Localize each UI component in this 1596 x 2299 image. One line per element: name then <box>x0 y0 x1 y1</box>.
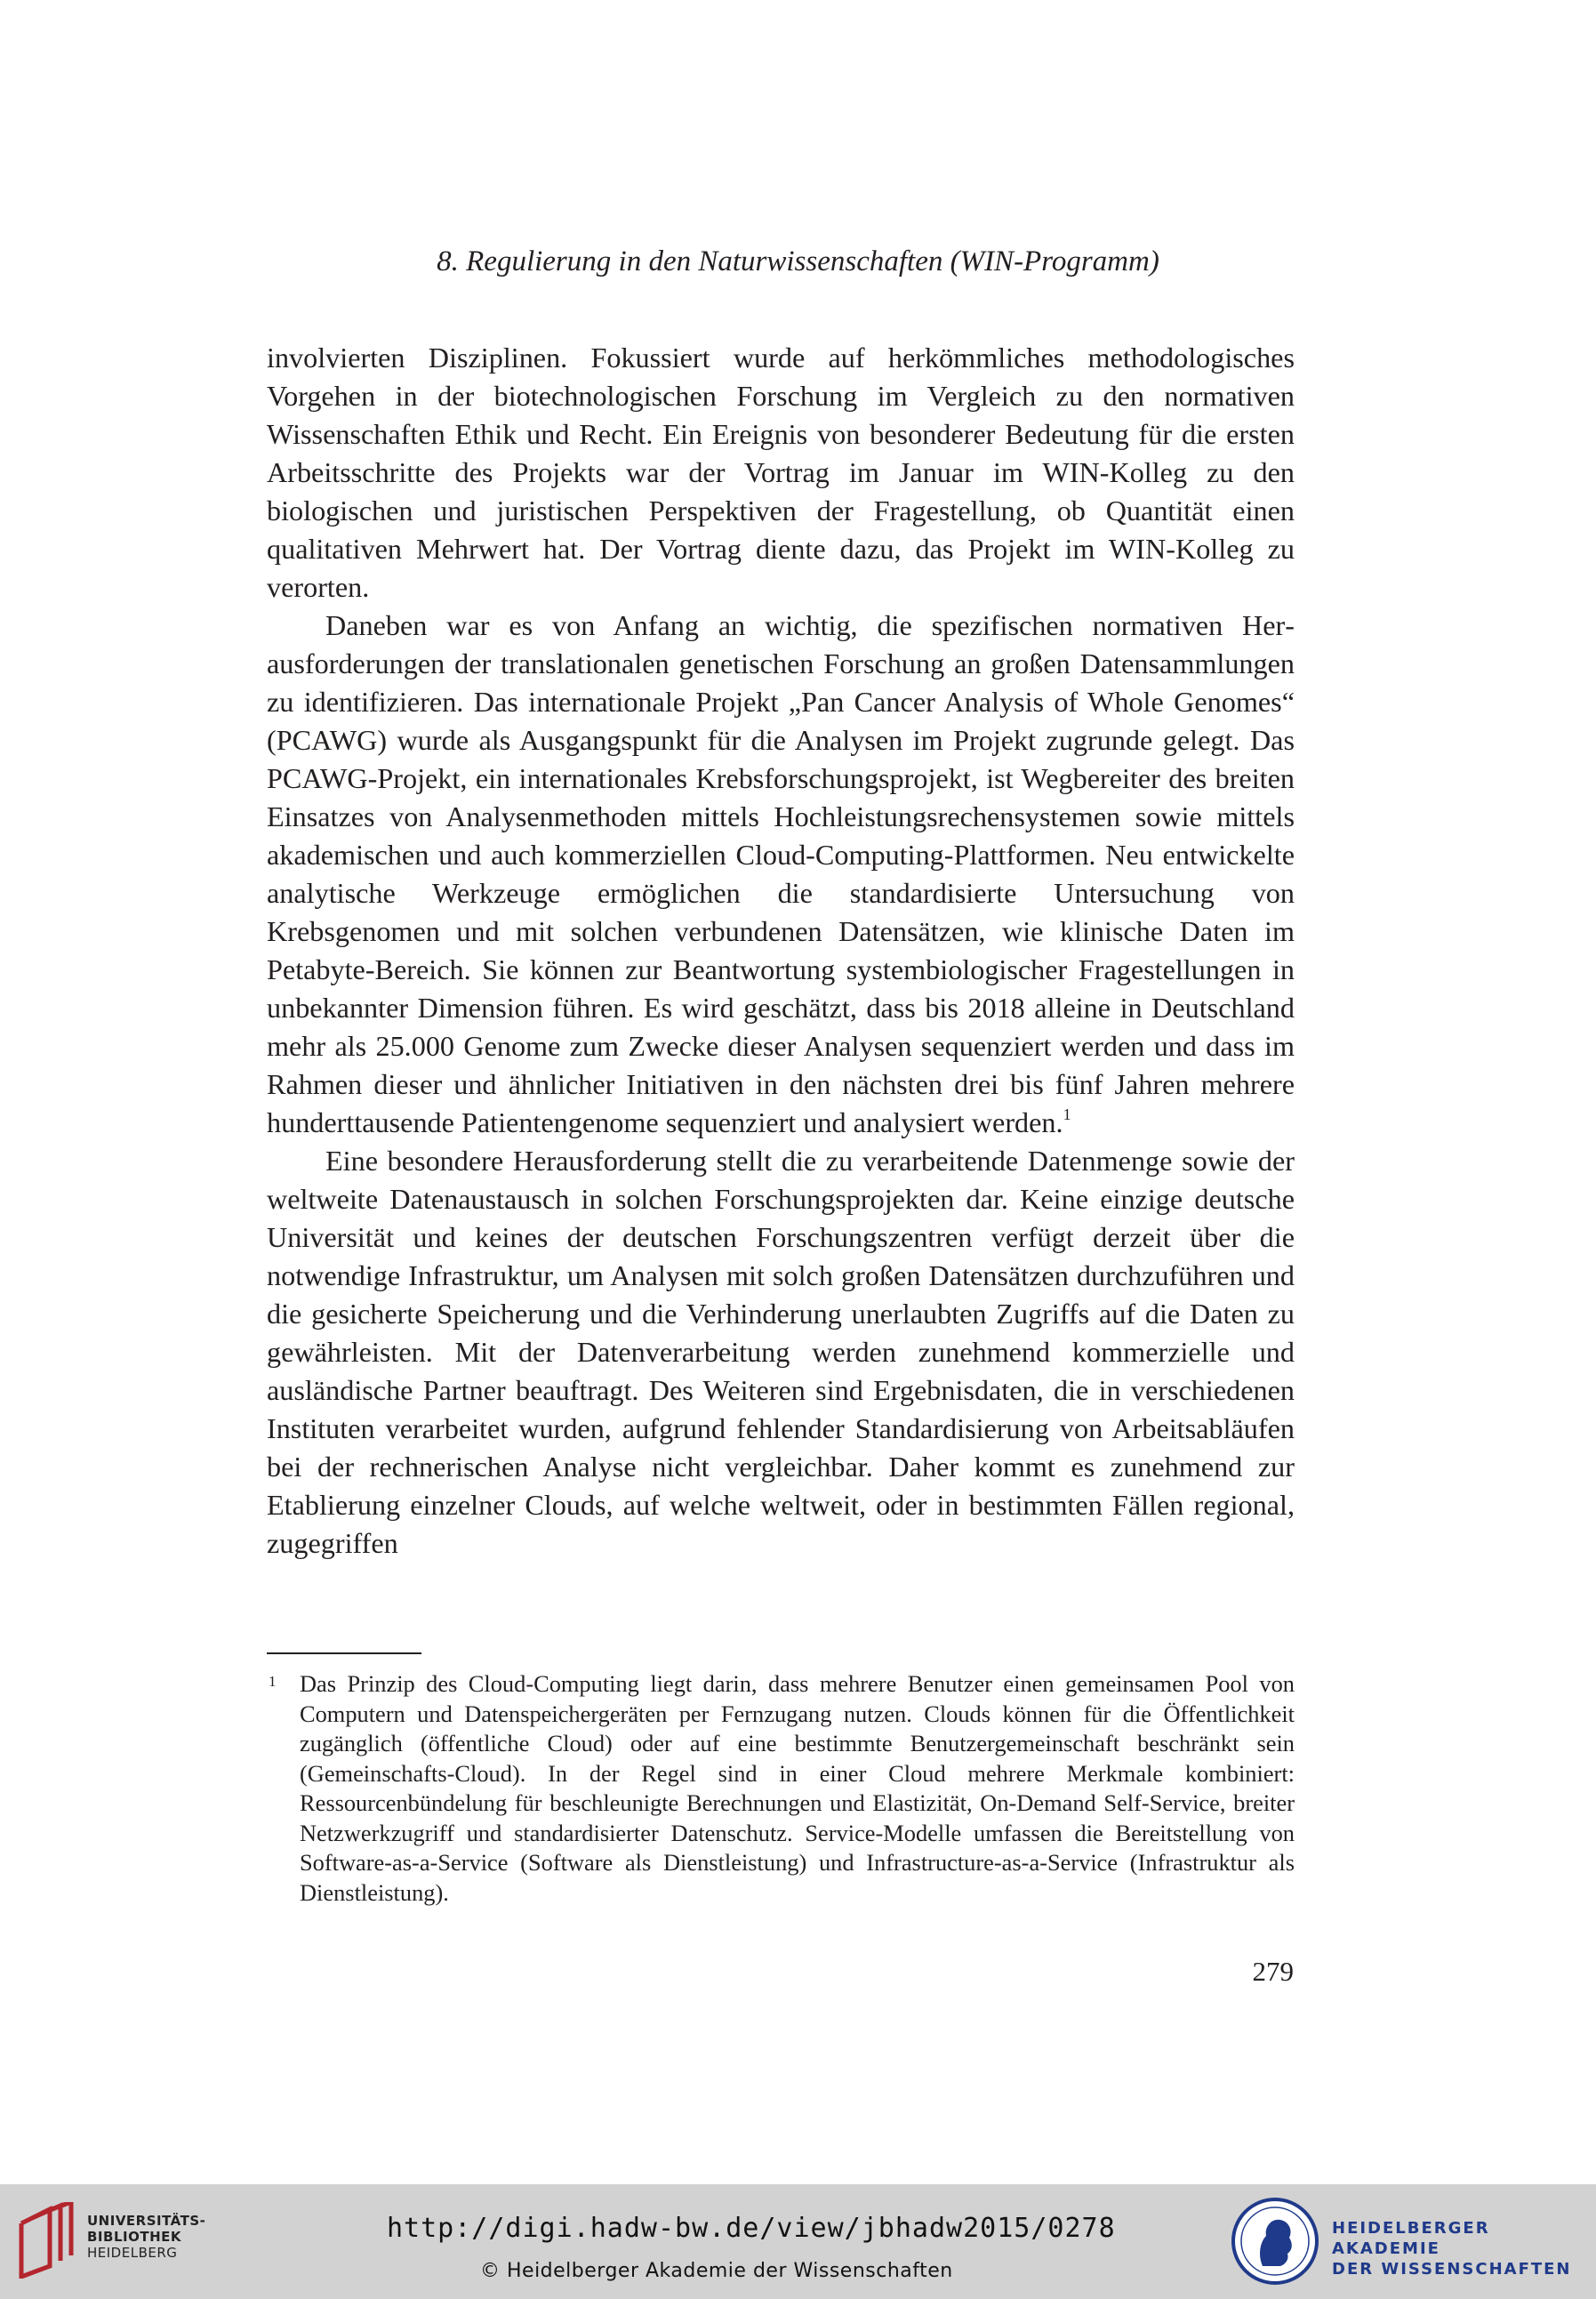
footnote-text: Das Prinzip des Cloud-Computing liegt darin, dass mehrere Benutzer einen gemeinsamen Pool von Computern und Datenspeichergeräten per Fernzugang nutzen. Clouds können für die Öffentlichkeit zugänglich (öffentliche Cloud) oder auf eine bestimmte Benutzergemeinschaft beschränkt sein (Gemeinschafts-Cloud). In der Regel sind in einer Cloud mehrere Merkmale kombiniert: Ressourcenbündelung für beschleunigte Berechnungen und Elastizität, On-Demand Self-Service, breiter Netzwerkzugriff und standardisierter Datenschutz. Service-Modelle umfassen die Bereitstellung von Software-as-a-Service (Software als Dienstleistung) und Infrastructure-as-a-Service (Infrastruktur als Dienstleistung). <box>300 1670 1295 1906</box>
paragraph-1: involvierten Disziplinen. Fokussiert wurde auf herkömmliches methodologisches Vorgehen in der biotechnologischen Forschung im Vergleich zu den normativen Wissenschaften Ethik und Recht. Ein Ereignis von besonderer Bedeutung für die ersten Arbeitsschritte des Projekts war der Vortrag im Januar im WIN-Kolleg zu den biologischen und juristischen Perspektiven der Fragestellung, ob Quantität einen qualitativen Mehrwert hat. Der Vortrag diente dazu, das Projekt im WIN-Kolleg zu verorten. <box>267 342 1295 603</box>
academy-name-line-1: HEIDELBERGER AKADEMIE <box>1332 2219 1490 2258</box>
academy-name <box>1332 2218 1596 2279</box>
university-library-logo-icon[interactable] <box>16 2202 78 2279</box>
page-number: 279 <box>1252 1956 1294 1987</box>
academy-seal-icon[interactable] <box>1231 2197 1319 2286</box>
digital-copy-link[interactable]: http://digi.hadw-bw.de/view/jbhadw2015/0278 <box>387 2213 1116 2244</box>
body-text <box>267 339 1295 1563</box>
library-name-line-1: UNIVERSITÄTS- <box>87 2213 206 2229</box>
footnote-number: 1 <box>269 1673 277 1690</box>
paragraph-2-text: Daneben war es von Anfang an wichtig, die spezifischen normativen Herausforderungen der translationalen genetischen Forschung an großen Datensammlungen zu identifizieren. Das internationale Projekt „Pan Cancer Analysis of Whole Genomes“ (PCAWG) wurde als Ausgangspunkt für die Analysen im Projekt zugrunde gelegt. Das PCAWG-Projekt, ein internationales Krebsforschungsprojekt, ist Wegbereiter des breiten Einsatzes von Analysenmethoden mittels Hochleistungsrechensystemen sowie mittels akademischen und auch kommerziellen Cloud-Computing-Plattformen. Neu entwickelte analytische Werkzeuge ermöglichen die standardisierte Untersuchung von Krebsgenomen und mit solchen verbundenen Datensätzen, wie klinische Daten im Petabyte-Bereich. Sie können zur Beantwortung systembiologischer Fragestellungen in unbekannter Dimension führen. Es wird geschätzt, dass bis 2018 alleine in Deutschland mehr als 25.000 Genome zum Zwecke dieser Analysen sequenziert werden und dass im Rahmen dieser und ähnlicher Initiativen in den nächsten drei bis fünf Jahren mehrere hunderttausende Patientengenome sequenziert und analysiert werden. <box>267 609 1295 1138</box>
running-header: 8. Regulierung in den Naturwissenschaften (WIN-Programm) <box>437 245 1159 277</box>
library-name-line-2: BIBLIOTHEK <box>87 2229 181 2245</box>
footnote-reference[interactable]: 1 <box>1063 1105 1071 1123</box>
footnote-separator <box>267 1652 421 1654</box>
paragraph-2 <box>267 607 1295 1142</box>
academy-name-line-2: DER WISSENSCHAFTEN <box>1332 2260 1572 2279</box>
paragraph-3: Eine besondere Herausforderung stellt die zu verarbeitende Datenmenge sowie der weltweite Datenaustausch in solchen Forschungsprojekten dar. Keine einzige deutsche Universität und keines der deutschen Forschungszentren verfügt derzeit über die notwendige Infrastruktur, um Analysen mit solch großen Datensätzen durchzuführen und die gesicherte Speicherung und die Verhinderung unerlaubten Zugriffs auf die Daten zu gewährleisten. Mit der Datenverarbeitung werden zunehmend kommerzielle und ausländische Partner beauftragt. Des Weiteren sind Ergebnisdaten, die in verschiedenen Instituten verarbeitet wurden, aufgrund fehlender Standardisierung von Arbeitsabläufen bei der rechnerischen Analyse nicht vergleichbar. Daher kommt es zunehmend zur Etablierung einzelner Clouds, auf welche weltweit, oder in bestimmten Fällen regional, zugegriffen <box>267 1145 1295 1559</box>
footer-banner <box>0 2184 1596 2299</box>
footnote <box>267 1669 1295 1908</box>
copyright-notice: © Heidelberger Akademie der Wissenschaften <box>480 2260 953 2282</box>
university-library-name <box>87 2213 205 2261</box>
library-name-line-3: HEIDELBERG <box>87 2245 178 2261</box>
